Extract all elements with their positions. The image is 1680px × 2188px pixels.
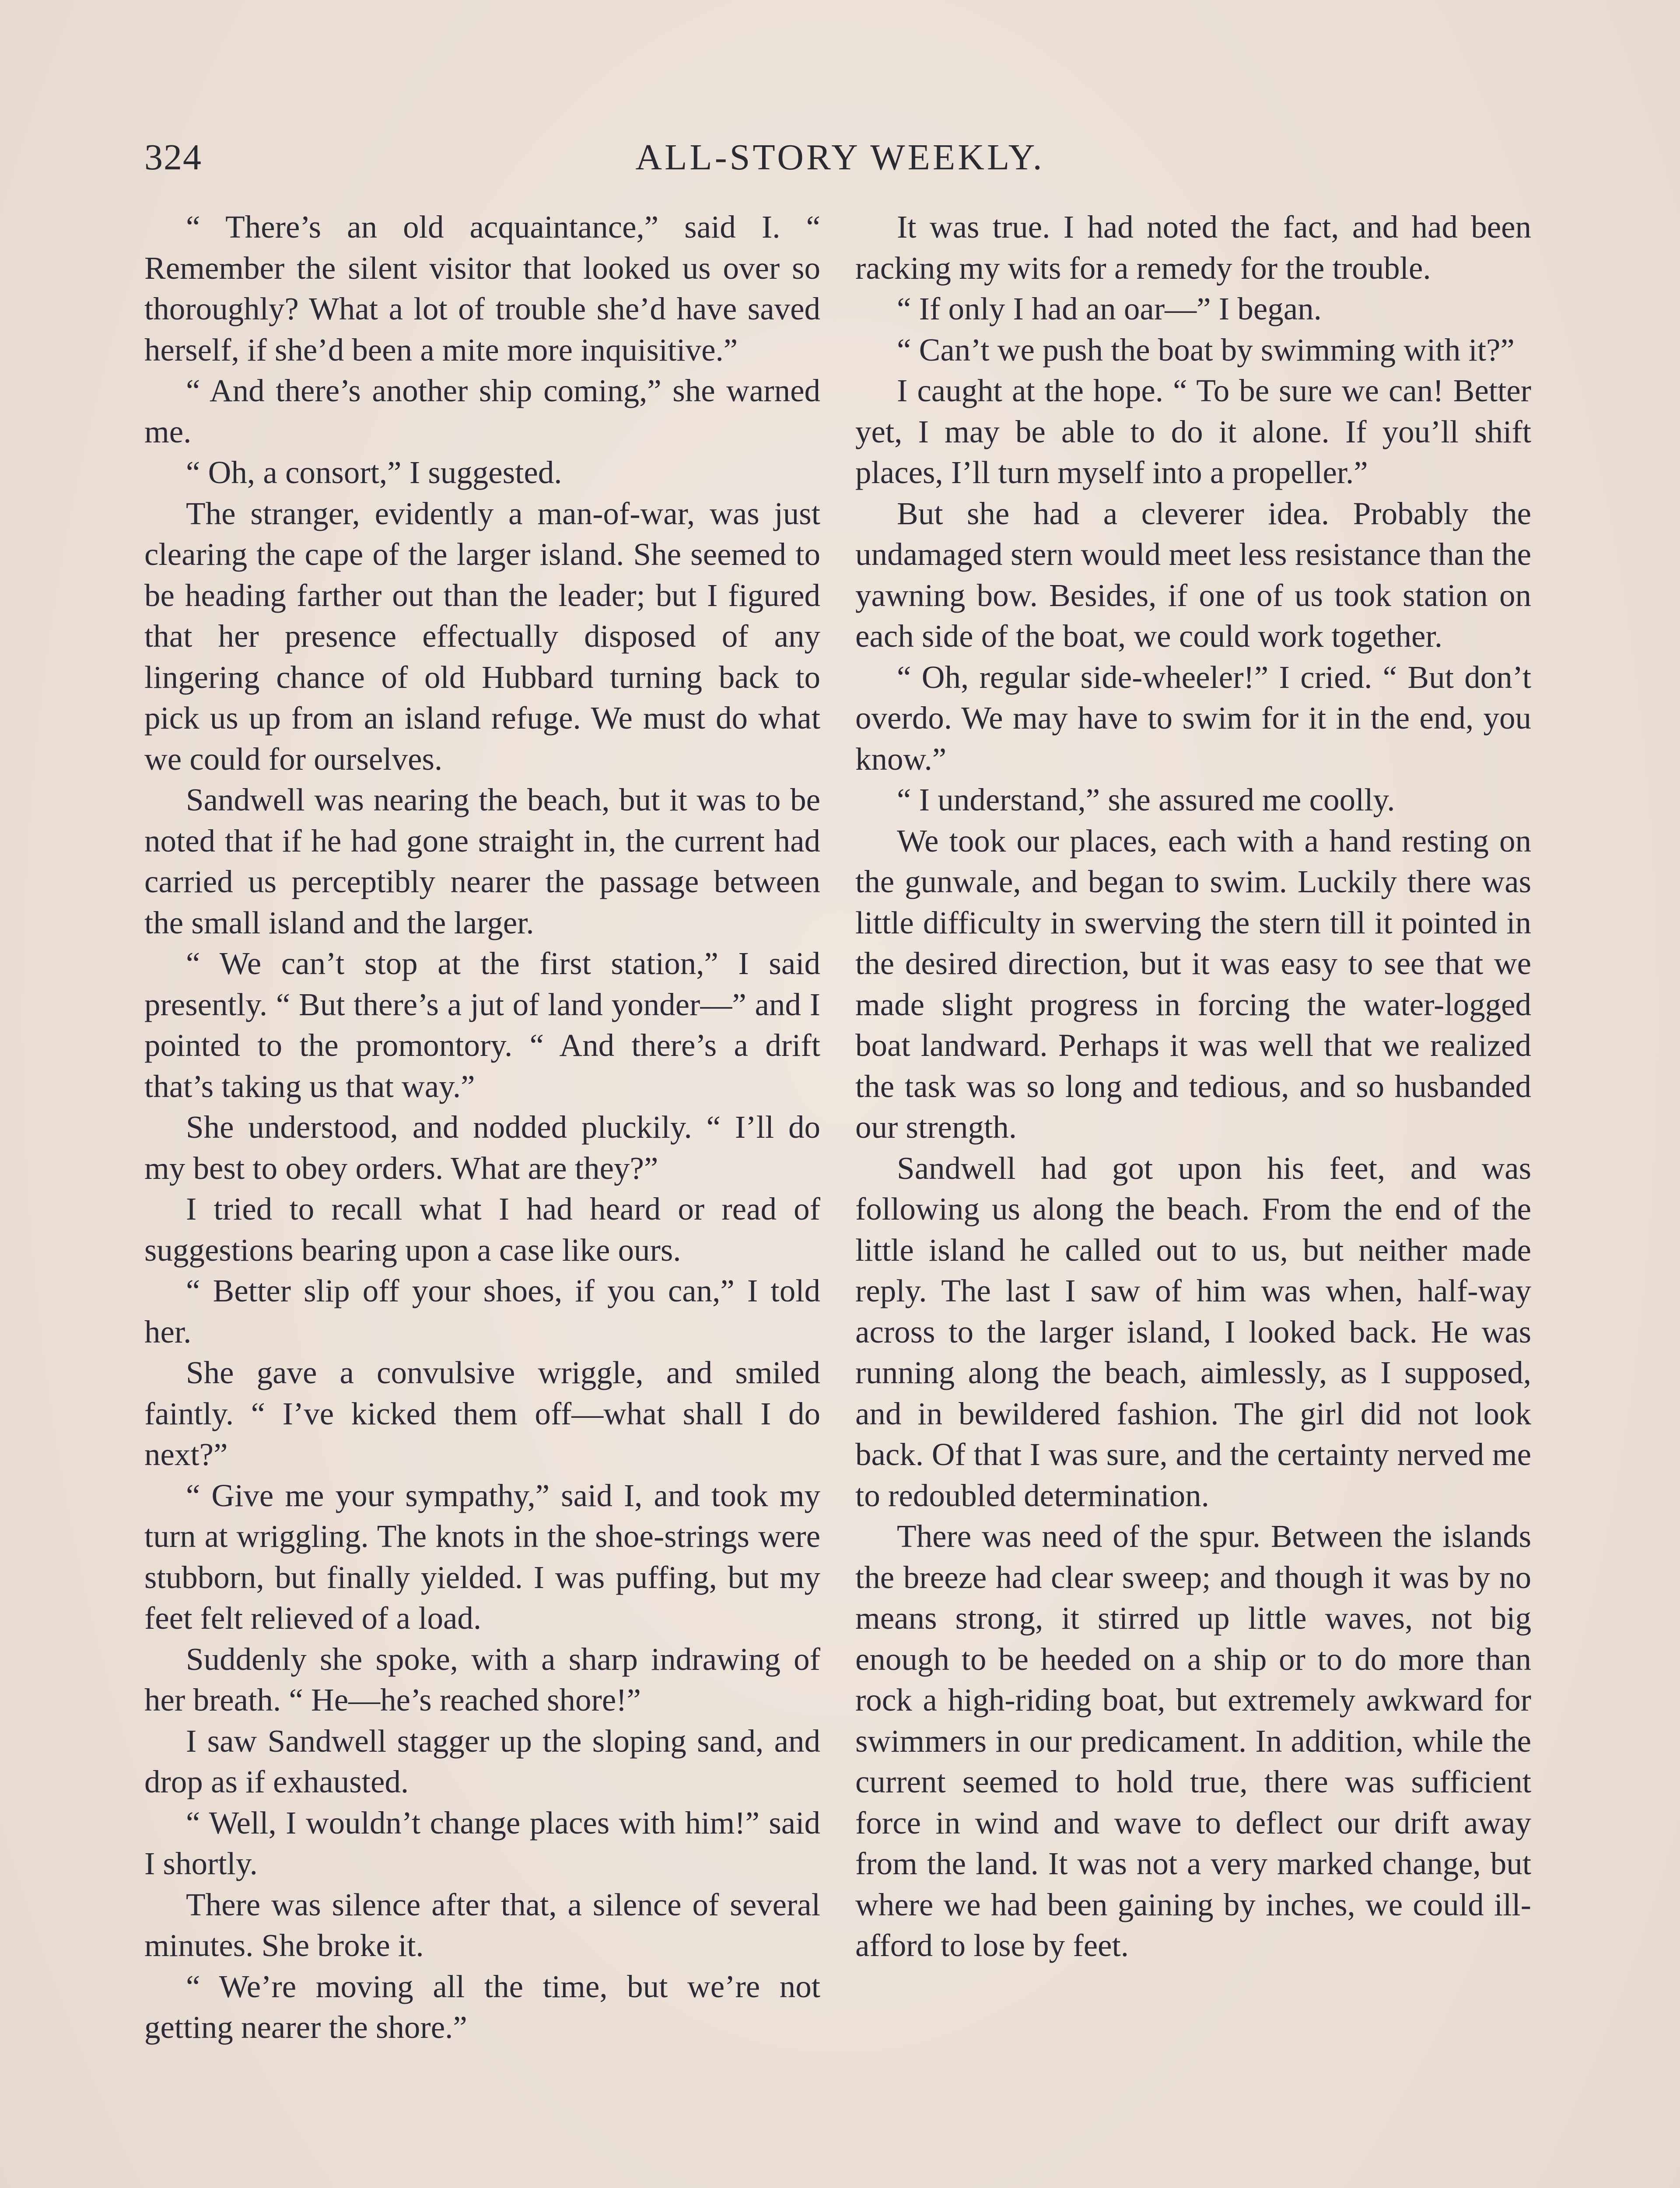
paragraph: “ We can’t stop at the first station,” I said presently. “ But there’s a jut of land yonder—” and I pointed to the promontory. “ And there’s a drift that’s taking us that way.” [144, 946, 820, 1104]
page-number: 324 [144, 137, 202, 178]
paragraph: “ If only I had an oar—” I began. [897, 291, 1322, 326]
paragraph: “ We’re moving all the time, but we’re not getting nearer the shore.” [144, 1968, 820, 2045]
paragraph: “ And there’s another ship coming,” she warned me. [144, 373, 820, 449]
paragraph: “ Well, I wouldn’t change places with him!” said I shortly. [144, 1805, 820, 1881]
paragraph: There was silence after that, a silence of several minutes. She broke it. [144, 1886, 820, 1963]
left-column [144, 207, 820, 2188]
right-column [855, 207, 1531, 2188]
paragraph: “ Give me your sympathy,” said I, and took my turn at wriggling. The knots in the shoe-strings were stubborn, but finally yielded. I was puffing, but my feet felt relieved of a load. [144, 1477, 820, 1636]
paragraph: “ I understand,” she assured me coolly. [897, 782, 1395, 817]
page-header [144, 127, 1536, 188]
paragraph: She understood, and nodded pluckily. “ I’ll do my best to obey orders. What are they?” [144, 1109, 820, 1186]
running-title: ALL-STORY WEEKLY. [635, 137, 1045, 178]
paragraph: “ Oh, regular side-wheeler!” I cried. “ But don’t overdo. We may have to swim for it in the end, you know.” [855, 659, 1531, 777]
paragraph: “ Better slip off your shoes, if you can,” I told her. [144, 1273, 820, 1350]
paragraph: I saw Sandwell stagger up the sloping sand, and drop as if exhausted. [144, 1723, 820, 1799]
paragraph: There was need of the spur. Between the islands the breeze had clear sweep; and though it was by no means strong, it stirred up little waves, not big enough to be heeded on a ship or to do more than rock a high-riding boat, but extremely awkward for swimmers in our predicament. In addition, while the current seemed to hold true, there was sufficient force in wind and wave to deflect our drift away from the land. It was not a very marked change, but where we had been gaining by inches, we could ill-afford to lose by feet. [855, 1518, 1531, 1963]
paragraph: “ Oh, a consort,” I suggested. [186, 455, 562, 490]
paragraph: “ There’s an old acquaintance,” said I. “ Remember the silent visitor that looked us over so thoroughly? What a lot of trouble she’d have saved herself, if she’d been a mite more inquisitive.” [144, 209, 820, 368]
paragraph: Suddenly she spoke, with a sharp indrawing of her breath. “ He—he’s reached shore!” [144, 1641, 820, 1718]
paragraph: I caught at the hope. “ To be sure we can! Better yet, I may be able to do it alone. If you’ll shift places, I’ll turn myself into a propeller.” [855, 373, 1531, 490]
paragraph: We took our places, each with a hand resting on the gunwale, and began to swim. Luckily there was little difficulty in swerving the stern till it pointed in the desired direction, but it was easy to see that we made slight progress in forcing the water-logged boat landward. Perhaps it was well that we realized the task was so long and tedious, and so husbanded our strength. [855, 823, 1531, 1145]
paragraph: Sandwell was nearing the beach, but it was to be noted that if he had gone straight in, the current had carried us perceptibly nearer the passage between the small island and the larger. [144, 782, 820, 940]
paragraph: But she had a cleverer idea. Probably the undamaged stern would meet less resistance than the yawning bow. Besides, if one of us took station on each side of the boat, we could work together. [855, 495, 1531, 654]
paragraph: She gave a convulsive wriggle, and smiled faintly. “ I’ve kicked them off—what shall I do next?” [144, 1355, 820, 1472]
paragraph: Sandwell had got upon his feet, and was following us along the beach. From the end of the little island he called out to us, but neither made reply. The last I saw of him was when, half-way across to the larger island, I looked back. He was running along the beach, aimlessly, as I supposed, and in bewildered fashion. The girl did not look back. Of that I was sure, and the certainty nerved me to redoubled determination. [855, 1150, 1531, 1513]
paragraph: “ Can’t we push the boat by swimming with it?” [897, 332, 1515, 368]
paragraph: It was true. I had noted the fact, and had been racking my wits for a remedy for the trouble. [855, 209, 1531, 286]
paragraph: I tried to recall what I had heard or read of suggestions bearing upon a case like ours. [144, 1191, 820, 1268]
paragraph: The stranger, evidently a man-of-war, was just clearing the cape of the larger island. She seemed to be heading farther out than the leader; but I figured that her presence effectually disposed of any lingering chance of old Hubbard turning back to pick us up from an island refuge. We must do what we could for ourselves. [144, 495, 820, 777]
